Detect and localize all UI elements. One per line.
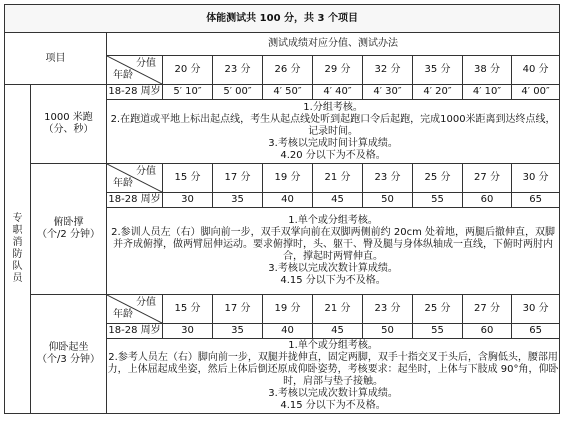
- item-name-pushup: 俯卧撑 （个/2 分钟）: [31, 164, 107, 295]
- side-label-professional-firefighter: 专 职 消 防 队 员: [5, 85, 31, 414]
- age-group-cell: 18-28 周岁: [107, 193, 163, 208]
- score-cell: 17 分: [213, 295, 263, 324]
- value-cell: 65: [512, 324, 560, 339]
- value-cell: 40: [263, 193, 313, 208]
- score-cell: 25 分: [413, 295, 463, 324]
- score-cell: 17 分: [213, 164, 263, 193]
- value-cell: 45: [313, 193, 363, 208]
- value-cell: 45: [313, 324, 363, 339]
- age-group-cell: 18-28 周岁: [107, 324, 163, 339]
- value-cell: 30: [163, 324, 213, 339]
- score-cell: 25 分: [413, 164, 463, 193]
- score-cell: 19 分: [263, 164, 313, 193]
- score-cell: 21 分: [313, 164, 363, 193]
- value-cell: 4′ 00″: [512, 85, 560, 100]
- score-cell: 23 分: [213, 56, 263, 85]
- score-cell: 40 分: [512, 56, 560, 85]
- score-cell: 15 分: [163, 295, 213, 324]
- header-standard: 测试成绩对应分值、测试办法: [107, 33, 560, 56]
- value-cell: 4′ 30″: [363, 85, 413, 100]
- score-cell: 29 分: [313, 56, 363, 85]
- method-1000m-run: 1.分组考核。 2.在跑道或平地上标出起点线，考生从起点线处听到起跑口令后起跑，完成1000米距离到达终点线，记录时间。 3.考核以完成时间计算成绩。 4.20 分以下为不及格。: [107, 100, 560, 164]
- diag-age-label: 年龄: [113, 309, 133, 320]
- diag-score-label: 分值: [136, 166, 156, 177]
- score-cell: 38 分: [463, 56, 512, 85]
- score-cell: 32 分: [363, 56, 413, 85]
- diagonal-header-cell: [107, 56, 163, 85]
- header-project: 项目: [5, 33, 107, 85]
- score-cell: 26 分: [263, 56, 313, 85]
- diag-score-label: 分值: [136, 58, 156, 69]
- value-cell: 50: [363, 193, 413, 208]
- value-cell: 30: [163, 193, 213, 208]
- value-cell: 55: [413, 193, 463, 208]
- score-cell: 30 分: [512, 164, 560, 193]
- value-cell: 55: [413, 324, 463, 339]
- score-cell: 21 分: [313, 295, 363, 324]
- value-cell: 50: [363, 324, 413, 339]
- diag-age-label: 年龄: [113, 70, 133, 81]
- score-cell: 15 分: [163, 164, 213, 193]
- value-cell: 4′ 20″: [413, 85, 463, 100]
- fitness-test-table: [4, 4, 560, 414]
- diag-score-label: 分值: [136, 297, 156, 308]
- method-pushup: 1.单个或分组考核。 2.参训人员左（右）脚向前一步，双手双掌向前在双脚两侧前约 20cm 处着地，两腿后撤伸直，双脚并齐成俯撑，做两臂屈伸运动。要求俯撑时，头、躯干、臀及腿与身体纵轴成一直线，下俯时两肘内合，撑起时两臂伸直。 3.考核以完成次数计算成绩。 4.15 分以下为不及格。: [107, 208, 560, 295]
- diagonal-header-cell: [107, 164, 163, 193]
- value-cell: 60: [463, 193, 512, 208]
- value-cell: 4′ 10″: [463, 85, 512, 100]
- value-cell: 35: [213, 324, 263, 339]
- value-cell: 5′ 10″: [163, 85, 213, 100]
- table-title: 体能测试共 100 分，共 3 个项目: [5, 5, 560, 33]
- value-cell: 5′ 00″: [213, 85, 263, 100]
- score-cell: 27 分: [463, 295, 512, 324]
- value-cell: 35: [213, 193, 263, 208]
- value-cell: 40: [263, 324, 313, 339]
- score-cell: 23 分: [363, 295, 413, 324]
- value-cell: 65: [512, 193, 560, 208]
- score-cell: 20 分: [163, 56, 213, 85]
- diag-age-label: 年龄: [113, 178, 133, 189]
- score-cell: 19 分: [263, 295, 313, 324]
- method-situp: 1.单个或分组考核。 2.参考人员左（右）脚向前一步，双腿并拢伸直，固定两脚，双手十指交叉于头后，含胸低头，腰部用力，上体屈起成坐姿，然后上体后倒还原成仰卧姿势，考核要求：起坐时，上体与下肢成 90°角，仰卧时，肩部与垫子接触。 3.考核以完成次数计算成绩。 4.15 分以下为不及格。: [107, 339, 560, 414]
- score-cell: 30 分: [512, 295, 560, 324]
- score-cell: 35 分: [413, 56, 463, 85]
- score-cell: 27 分: [463, 164, 512, 193]
- value-cell: 60: [463, 324, 512, 339]
- item-name-1000m-run: 1000 米跑 （分、秒）: [31, 85, 107, 164]
- value-cell: 4′ 50″: [263, 85, 313, 100]
- diagonal-header-cell: [107, 295, 163, 324]
- item-name-situp: 仰卧起坐 （个/3 分钟）: [31, 295, 107, 414]
- age-group-cell: 18-28 周岁: [107, 85, 163, 100]
- score-cell: 23 分: [363, 164, 413, 193]
- value-cell: 4′ 40″: [313, 85, 363, 100]
